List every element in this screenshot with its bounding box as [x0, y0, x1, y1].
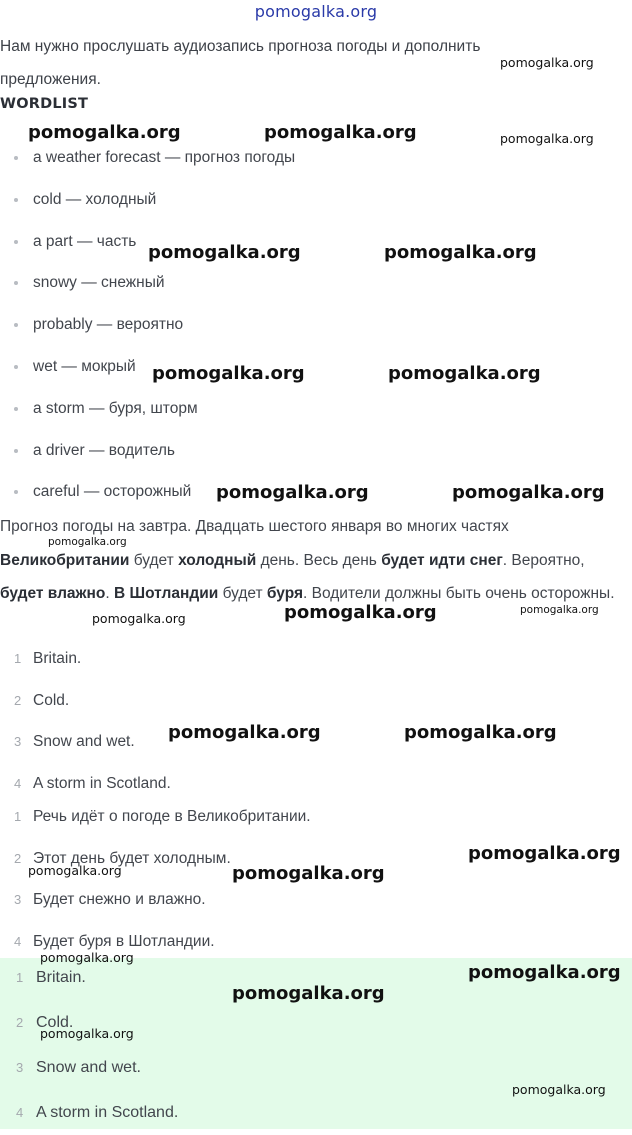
- wordlist-item: a weather forecast — прогноз погоды: [0, 137, 560, 179]
- wordlist-item: wet — мокрый: [0, 346, 560, 388]
- list-item: 2 Cold.: [0, 680, 600, 722]
- bullet-icon: [14, 407, 18, 411]
- bullet-icon: [14, 323, 18, 327]
- bullet-icon: [14, 198, 18, 202]
- watermark: pomogalka.org: [500, 131, 594, 146]
- wordlist-item: a driver — водитель: [0, 430, 560, 472]
- wordlist-item: snowy — снежный: [0, 262, 560, 304]
- bullet-icon: [14, 156, 18, 160]
- watermark: pomogalka.org: [216, 482, 369, 503]
- list-item: 1 Речь идёт о погоде в Великобритании.: [0, 796, 600, 838]
- watermark: pomogalka.org: [452, 482, 605, 503]
- wordlist-item: a storm — буря, шторм: [0, 388, 560, 430]
- item-number: 3: [16, 1060, 24, 1075]
- watermark: pomogalka.org: [232, 863, 385, 884]
- watermark: pomogalka.org: [168, 722, 321, 743]
- item-number: 2: [14, 850, 22, 866]
- item-number: 1: [16, 970, 24, 985]
- bullet-icon: [14, 490, 18, 494]
- watermark: pomogalka.org: [40, 1026, 134, 1041]
- bullet-icon: [14, 281, 18, 285]
- watermark: pomogalka.org: [512, 1082, 606, 1097]
- list-item: 4 A storm in Scotland.: [0, 1090, 600, 1135]
- item-number: 3: [14, 892, 22, 908]
- watermark: pomogalka.org: [152, 363, 305, 384]
- wordlist-item: cold — холодный: [0, 179, 560, 221]
- watermark: pomogalka.org: [92, 611, 186, 626]
- list-item: 4 A storm in Scotland.: [0, 763, 600, 805]
- item-number: 1: [14, 651, 22, 666]
- list-item: 2 Cold.: [0, 1000, 600, 1045]
- site-header-logo[interactable]: pomogalka.org: [254, 2, 378, 21]
- watermark: pomogalka.org: [232, 983, 385, 1004]
- watermark: pomogalka.org: [384, 242, 537, 263]
- bullet-icon: [14, 240, 18, 244]
- list-item: 3 Snow and wet.: [0, 721, 600, 763]
- list-item: 1 Britain.: [0, 955, 600, 1000]
- watermark: pomogalka.org: [520, 604, 599, 616]
- wordlist-item: a part — часть: [0, 221, 560, 263]
- watermark: pomogalka.org: [264, 122, 417, 143]
- wordlist-item: probably — вероятно: [0, 304, 560, 346]
- list-item: 3 Будет снежно и влажно.: [0, 879, 600, 921]
- watermark: pomogalka.org: [388, 363, 541, 384]
- item-number: 4: [14, 776, 22, 792]
- list-item: 3 Snow and wet.: [0, 1045, 600, 1090]
- item-number: 4: [14, 934, 22, 950]
- watermark: pomogalka.org: [284, 602, 437, 623]
- task-intro: Нам нужно прослушать аудиозапись прогноза погоды и дополнить предложения.: [0, 38, 481, 88]
- watermark: pomogalka.org: [148, 242, 301, 263]
- wordlist-item: careful — осторожный: [0, 471, 560, 513]
- item-number: 2: [14, 692, 22, 708]
- bullet-icon: [14, 365, 18, 369]
- watermark: pomogalka.org: [404, 722, 557, 743]
- item-number: 1: [14, 809, 22, 824]
- watermark: pomogalka.org: [468, 843, 621, 864]
- list-item: 4 Будет буря в Шотландии.: [0, 921, 600, 963]
- watermark: pomogalka.org: [28, 863, 122, 878]
- item-number: 2: [16, 1015, 24, 1030]
- watermark: pomogalka.org: [40, 950, 134, 965]
- item-number: 4: [16, 1105, 24, 1120]
- bullet-icon: [14, 449, 18, 453]
- list-item: 1 Britain.: [0, 638, 600, 680]
- watermark: pomogalka.org: [28, 122, 181, 143]
- list-item: 2 Этот день будет холодным.: [0, 838, 600, 880]
- watermark: pomogalka.org: [468, 962, 621, 983]
- watermark: pomogalka.org: [500, 55, 594, 70]
- wordlist-heading: WORDLIST: [0, 96, 89, 112]
- watermark: pomogalka.org: [48, 536, 127, 548]
- wordlist: [0, 137, 560, 513]
- item-number: 3: [14, 734, 22, 750]
- forecast-text: Прогноз погоды на завтра. Двадцать шестого января во многих частях Великобритании будет холодный день. Весь день будет идти снег. Вероятно, будет влажно. В Шотландии будет буря. Водители должны быть очень осторожны.: [0, 518, 615, 602]
